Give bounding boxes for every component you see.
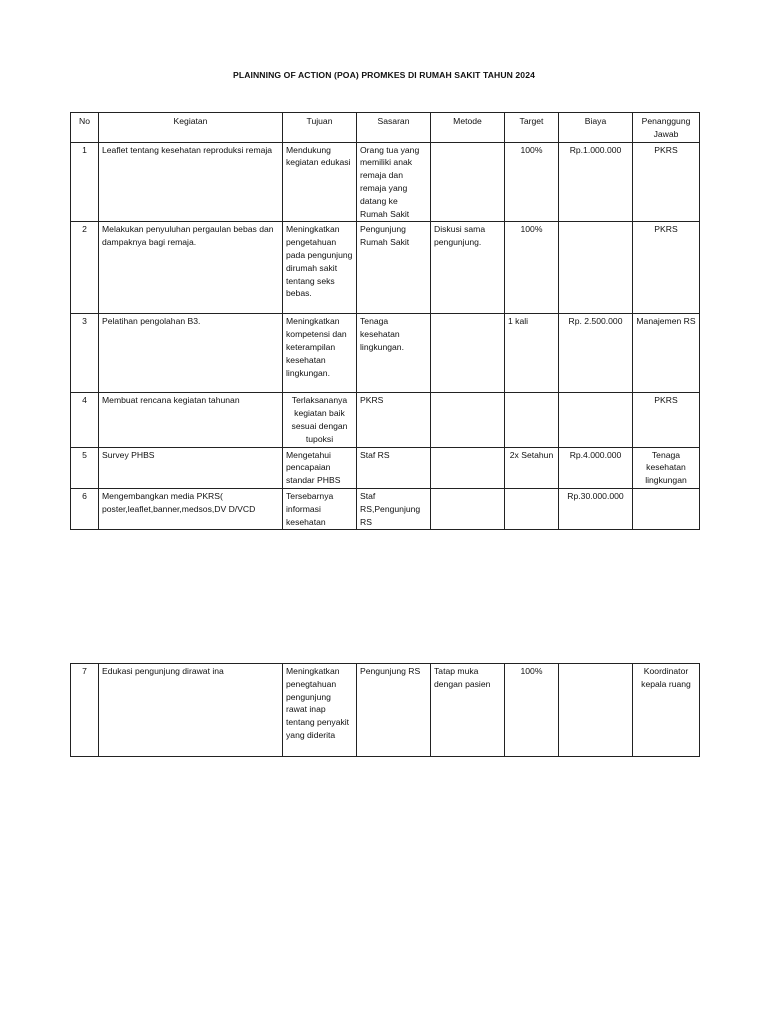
- cell-biaya: Rp.30.000.000: [559, 488, 633, 529]
- table-row: [71, 393, 700, 447]
- cell-tujuan: Meningkatkan penegtahuan pengunjung rawat inap tentang penyakit yang diderita: [283, 664, 357, 757]
- cell-kegiatan: Melakukan penyuluhan pergaulan bebas dan dampaknya bagi remaja.: [99, 222, 283, 314]
- cell-penanggung-jawab: Koordinator kepala ruang: [633, 664, 700, 757]
- cell-sasaran: Pengunjung Rumah Sakit: [357, 222, 431, 314]
- cell-target: 1 kali: [505, 314, 559, 393]
- cell-biaya: Rp.1.000.000: [559, 142, 633, 222]
- header-tujuan: Tujuan: [283, 113, 357, 143]
- table-row: [71, 447, 700, 488]
- cell-tujuan: Meningkatkan kompetensi dan keterampilan kesehatan lingkungan.: [283, 314, 357, 393]
- poa-table: [70, 112, 700, 530]
- table-row: [71, 664, 700, 757]
- header-penanggung-jawab: Penanggung Jawab: [633, 113, 700, 143]
- cell-kegiatan: Edukasi pengunjung dirawat ina: [99, 664, 283, 757]
- cell-sasaran: Staf RS,Pengunjung RS: [357, 488, 431, 529]
- cell-metode: [431, 488, 505, 529]
- cell-tujuan: Terlaksananya kegiatan baik sesuai dengan tupoksi: [283, 393, 357, 447]
- header-biaya: Biaya: [559, 113, 633, 143]
- cell-sasaran: Staf RS: [357, 447, 431, 488]
- document-title: PLAINNING OF ACTION (POA) PROMKES DI RUMAH SAKIT TAHUN 2024: [233, 70, 535, 80]
- table-header-row: [71, 113, 700, 143]
- cell-biaya: [559, 664, 633, 757]
- table-row: [71, 488, 700, 529]
- table-row: [71, 142, 700, 222]
- table-row: [71, 222, 700, 314]
- cell-penanggung-jawab: PKRS: [633, 222, 700, 314]
- poa-table-continued: [70, 663, 700, 757]
- cell-target: 100%: [505, 664, 559, 757]
- cell-target: 100%: [505, 142, 559, 222]
- cell-sasaran: PKRS: [357, 393, 431, 447]
- cell-sasaran: Orang tua yang memiliki anak remaja dan remaja yang datang ke Rumah Sakit: [357, 142, 431, 222]
- cell-metode: [431, 447, 505, 488]
- cell-no: 1: [71, 142, 99, 222]
- cell-target: 2x Setahun: [505, 447, 559, 488]
- cell-kegiatan: Pelatihan pengolahan B3.: [99, 314, 283, 393]
- cell-sasaran: Pengunjung RS: [357, 664, 431, 757]
- cell-penanggung-jawab: Manajemen RS: [633, 314, 700, 393]
- cell-metode: [431, 393, 505, 447]
- cell-biaya: [559, 393, 633, 447]
- cell-no: 7: [71, 664, 99, 757]
- cell-penanggung-jawab: Tenaga kesehatan lingkungan: [633, 447, 700, 488]
- cell-tujuan: Mendukung kegiatan edukasi: [283, 142, 357, 222]
- table-row: [71, 314, 700, 393]
- cell-no: 3: [71, 314, 99, 393]
- cell-tujuan: Mengetahui pencapaian standar PHBS: [283, 447, 357, 488]
- cell-penanggung-jawab: PKRS: [633, 142, 700, 222]
- cell-kegiatan: Leaflet tentang kesehatan reproduksi remaja: [99, 142, 283, 222]
- cell-tujuan: Meningkatkan pengetahuan pada pengunjung dirumah sakit tentang seks bebas.: [283, 222, 357, 314]
- cell-metode: Tatap muka dengan pasien: [431, 664, 505, 757]
- cell-target: [505, 488, 559, 529]
- cell-kegiatan: Survey PHBS: [99, 447, 283, 488]
- cell-biaya: Rp.4.000.000: [559, 447, 633, 488]
- cell-tujuan: Tersebarnya informasi kesehatan: [283, 488, 357, 529]
- cell-no: 5: [71, 447, 99, 488]
- cell-biaya: Rp. 2.500.000: [559, 314, 633, 393]
- cell-metode: [431, 142, 505, 222]
- cell-kegiatan: Membuat rencana kegiatan tahunan: [99, 393, 283, 447]
- header-target: Target: [505, 113, 559, 143]
- cell-biaya: [559, 222, 633, 314]
- header-sasaran: Sasaran: [357, 113, 431, 143]
- cell-sasaran: Tenaga kesehatan lingkungan.: [357, 314, 431, 393]
- cell-target: 100%: [505, 222, 559, 314]
- cell-no: 2: [71, 222, 99, 314]
- cell-no: 6: [71, 488, 99, 529]
- cell-penanggung-jawab: PKRS: [633, 393, 700, 447]
- header-kegiatan: Kegiatan: [99, 113, 283, 143]
- cell-target: [505, 393, 559, 447]
- header-metode: Metode: [431, 113, 505, 143]
- cell-metode: Diskusi sama pengunjung.: [431, 222, 505, 314]
- cell-penanggung-jawab: [633, 488, 700, 529]
- cell-no: 4: [71, 393, 99, 447]
- header-no: No: [71, 113, 99, 143]
- cell-metode: [431, 314, 505, 393]
- cell-kegiatan: Mengembangkan media PKRS( poster,leaflet,banner,medsos,DV D/VCD: [99, 488, 283, 529]
